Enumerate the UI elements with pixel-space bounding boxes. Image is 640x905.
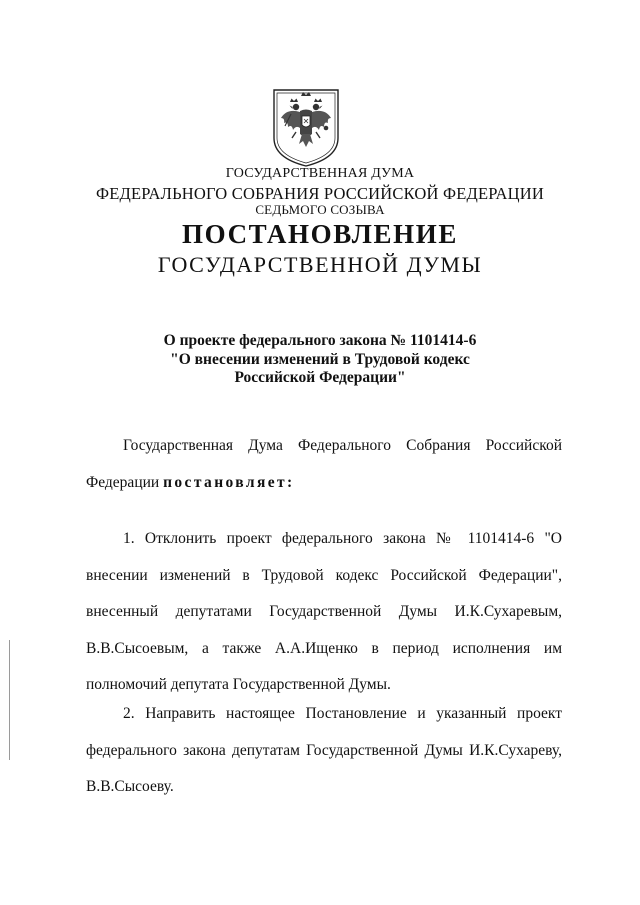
header-line-federal-assembly: ФЕДЕРАЛЬНОГО СОБРАНИЯ РОССИЙСКОЙ ФЕДЕРАЦИИ	[96, 184, 544, 203]
bill-title-line: Российской Федерации"	[234, 369, 406, 386]
bill-title	[0, 332, 640, 388]
preamble-text: Государственная Дума Федерального Собрания Российской Федерации	[86, 437, 562, 491]
header-line-duma: ГОСУДАРСТВЕННАЯ ДУМА	[225, 166, 415, 181]
coat-of-arms-icon	[272, 88, 340, 168]
document-title: ПОСТАНОВЛЕНИЕ	[182, 219, 458, 249]
bill-title-line: "О внесении изменений в Трудовой кодекс	[170, 350, 470, 368]
preamble	[86, 428, 562, 501]
header-line-convocation: СЕДЬМОГО СОЗЫВА	[255, 202, 385, 217]
scan-edge-line	[9, 640, 10, 760]
paragraph-1: 1. Отклонить проект федерального закона № 1101414-6 "О внесении изменений в Трудовой кодекс Российской Федерации", внесенный депутатами Государственной Думы И.К.Сухаревым, В.В.Сысоевым, а также А.А.Ищенко в период исполнения им полномочий депутата Государственной Думы.	[86, 530, 562, 693]
paragraph-2: 2. Направить настоящее Постановление и указанный проект федерального закона депутатам Государственной Думы И.К.Сухареву, В.В.Сысоеву.	[86, 705, 562, 795]
document-subtitle: ГОСУДАРСТВЕННОЙ ДУМЫ	[157, 252, 483, 277]
resolve-verb: постановляет:	[163, 473, 295, 491]
bill-title-line: О проекте федерального закона № 1101414-6	[163, 332, 477, 349]
